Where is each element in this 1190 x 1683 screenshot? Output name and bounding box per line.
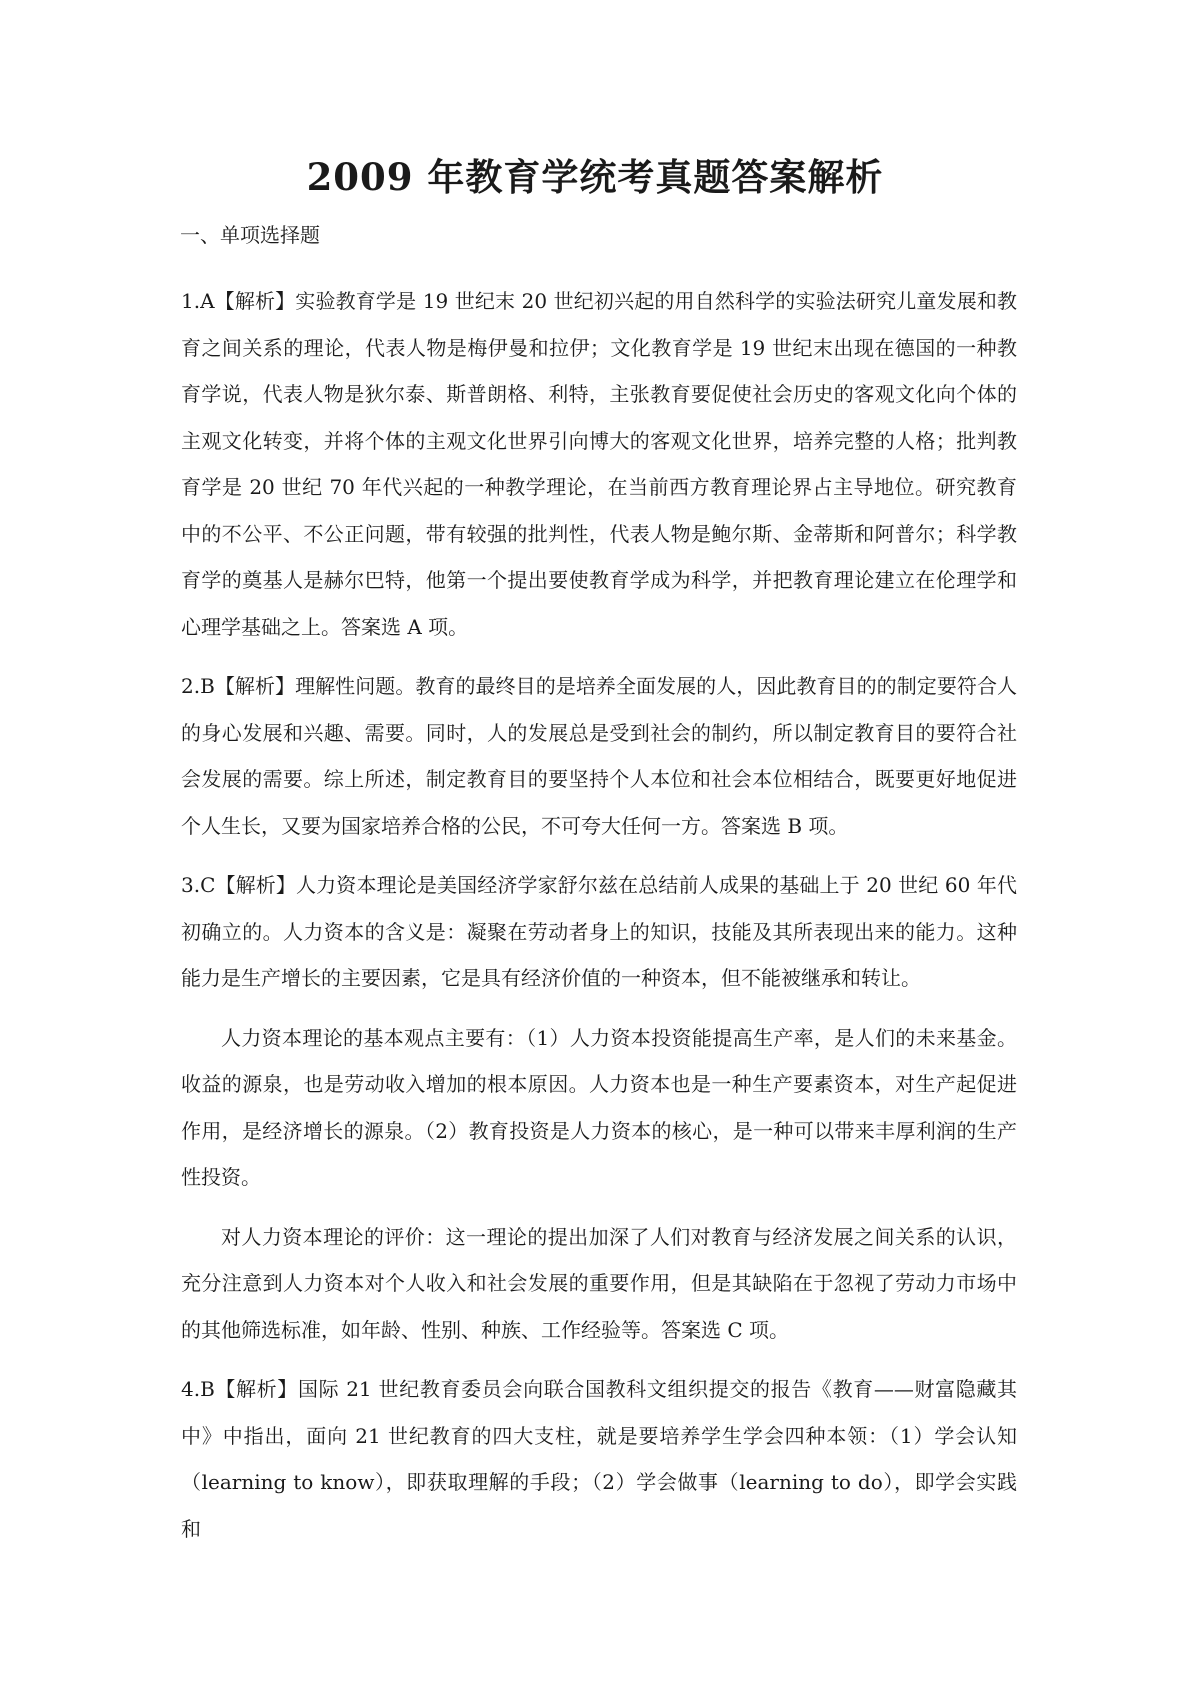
document-title: 2009 年教育学统考真题答案解析 — [306, 155, 884, 199]
answer-paragraph-q3 — [181, 862, 1017, 1002]
answer-text: 人力资本理论是美国经济学家舒尔兹在总结前人成果的基础上于 20 世纪 60 年代初确立的。人力资本的含义是：凝聚在劳动者身上的知识，技能及其所表现出来的能力。这种能力是生产增长的主要因素，它是具有经济价值的一种资本，但不能被继承和转让。 — [181, 873, 1017, 990]
answer-label: 2.B【解析】 — [181, 674, 296, 698]
answer-text: 对人力资本理论的评价：这一理论的提出加深了人们对教育与经济发展之间关系的认识，充分注意到人力资本对个人收入和社会发展的重要作用，但是其缺陷在于忽视了劳动力市场中的其他筛选标准，如年龄、性别、种族、工作经验等。答案选 C 项。 — [181, 1224, 1017, 1342]
answer-label: 3.C【解析】 — [181, 873, 297, 897]
answer-text: 理解性问题。教育的最终目的是培养全面发展的人，因此教育目的的制定要符合人的身心发展和兴趣、需要。同时，人的发展总是受到社会的制约，所以制定教育目的要符合社会发展的需要。综上所述，制定教育目的要坚持个人本位和社会本位相结合，既要更好地促进个人生长，又要为国家培养合格的公民，不可夸大任何一方。答案选 B 项。 — [181, 674, 1018, 838]
section-heading: 一、单项选择题 — [180, 223, 320, 247]
answer-label: 1.A【解析】 — [181, 289, 296, 313]
answer-text: 国际 21 世纪教育委员会向联合国教科文组织提交的报告《教育——财富隐藏其中》中指出，面向 21 世纪教育的四大支柱，就是要培养学生学会四种本领：（1）学会认知（learning to know），即获取理解的手段；（2）学会做事（learning to do），即学会实践和 — [181, 1377, 1017, 1541]
answer-text: 实验教育学是 19 世纪末 20 世纪初兴起的用自然科学的实验法研究儿童发展和教育之间关系的理论，代表人物是梅伊曼和拉伊；文化教育学是 19 世纪末出现在德国的一种教育学说，代表人物是狄尔泰、斯普朗格、利特，主张教育要促使社会历史的客观文化向个体的主观文化转变，并将个体的主观文化世界引向博大的客观文化世界，培养完整的人格；批判教育学是 20 世纪 70 年代兴起的一种教学理论，在当前西方教育理论界占主导地位。研究教育中的不公平、不公正问题，带有较强的批判性，代表人物是鲍尔斯、金蒂斯和阿普尔；科学教育学的奠基人是赫尔巴特，他第一个提出要使教育学成为科学，并把教育理论建立在伦理学和心理学基础之上。答案选 A 项。 — [181, 289, 1017, 639]
document-body — [181, 278, 1017, 1565]
answer-paragraph-q2 — [181, 663, 1017, 849]
answer-paragraph-q1 — [181, 278, 1017, 650]
answer-paragraph-q3-views — [181, 1015, 1017, 1201]
answer-text: 人力资本理论的基本观点主要有：（1）人力资本投资能提高生产率，是人们的未来基金。收益的源泉，也是劳动收入增加的根本原因。人力资本也是一种生产要素资本，对生产起促进作用，是经济增长的源泉。（2）教育投资是人力资本的核心，是一种可以带来丰厚利润的生产性投资。 — [181, 1025, 1017, 1189]
answer-paragraph-q3-evaluation — [181, 1214, 1017, 1354]
answer-label: 4.B【解析】 — [181, 1377, 298, 1401]
answer-paragraph-q4 — [181, 1366, 1017, 1552]
